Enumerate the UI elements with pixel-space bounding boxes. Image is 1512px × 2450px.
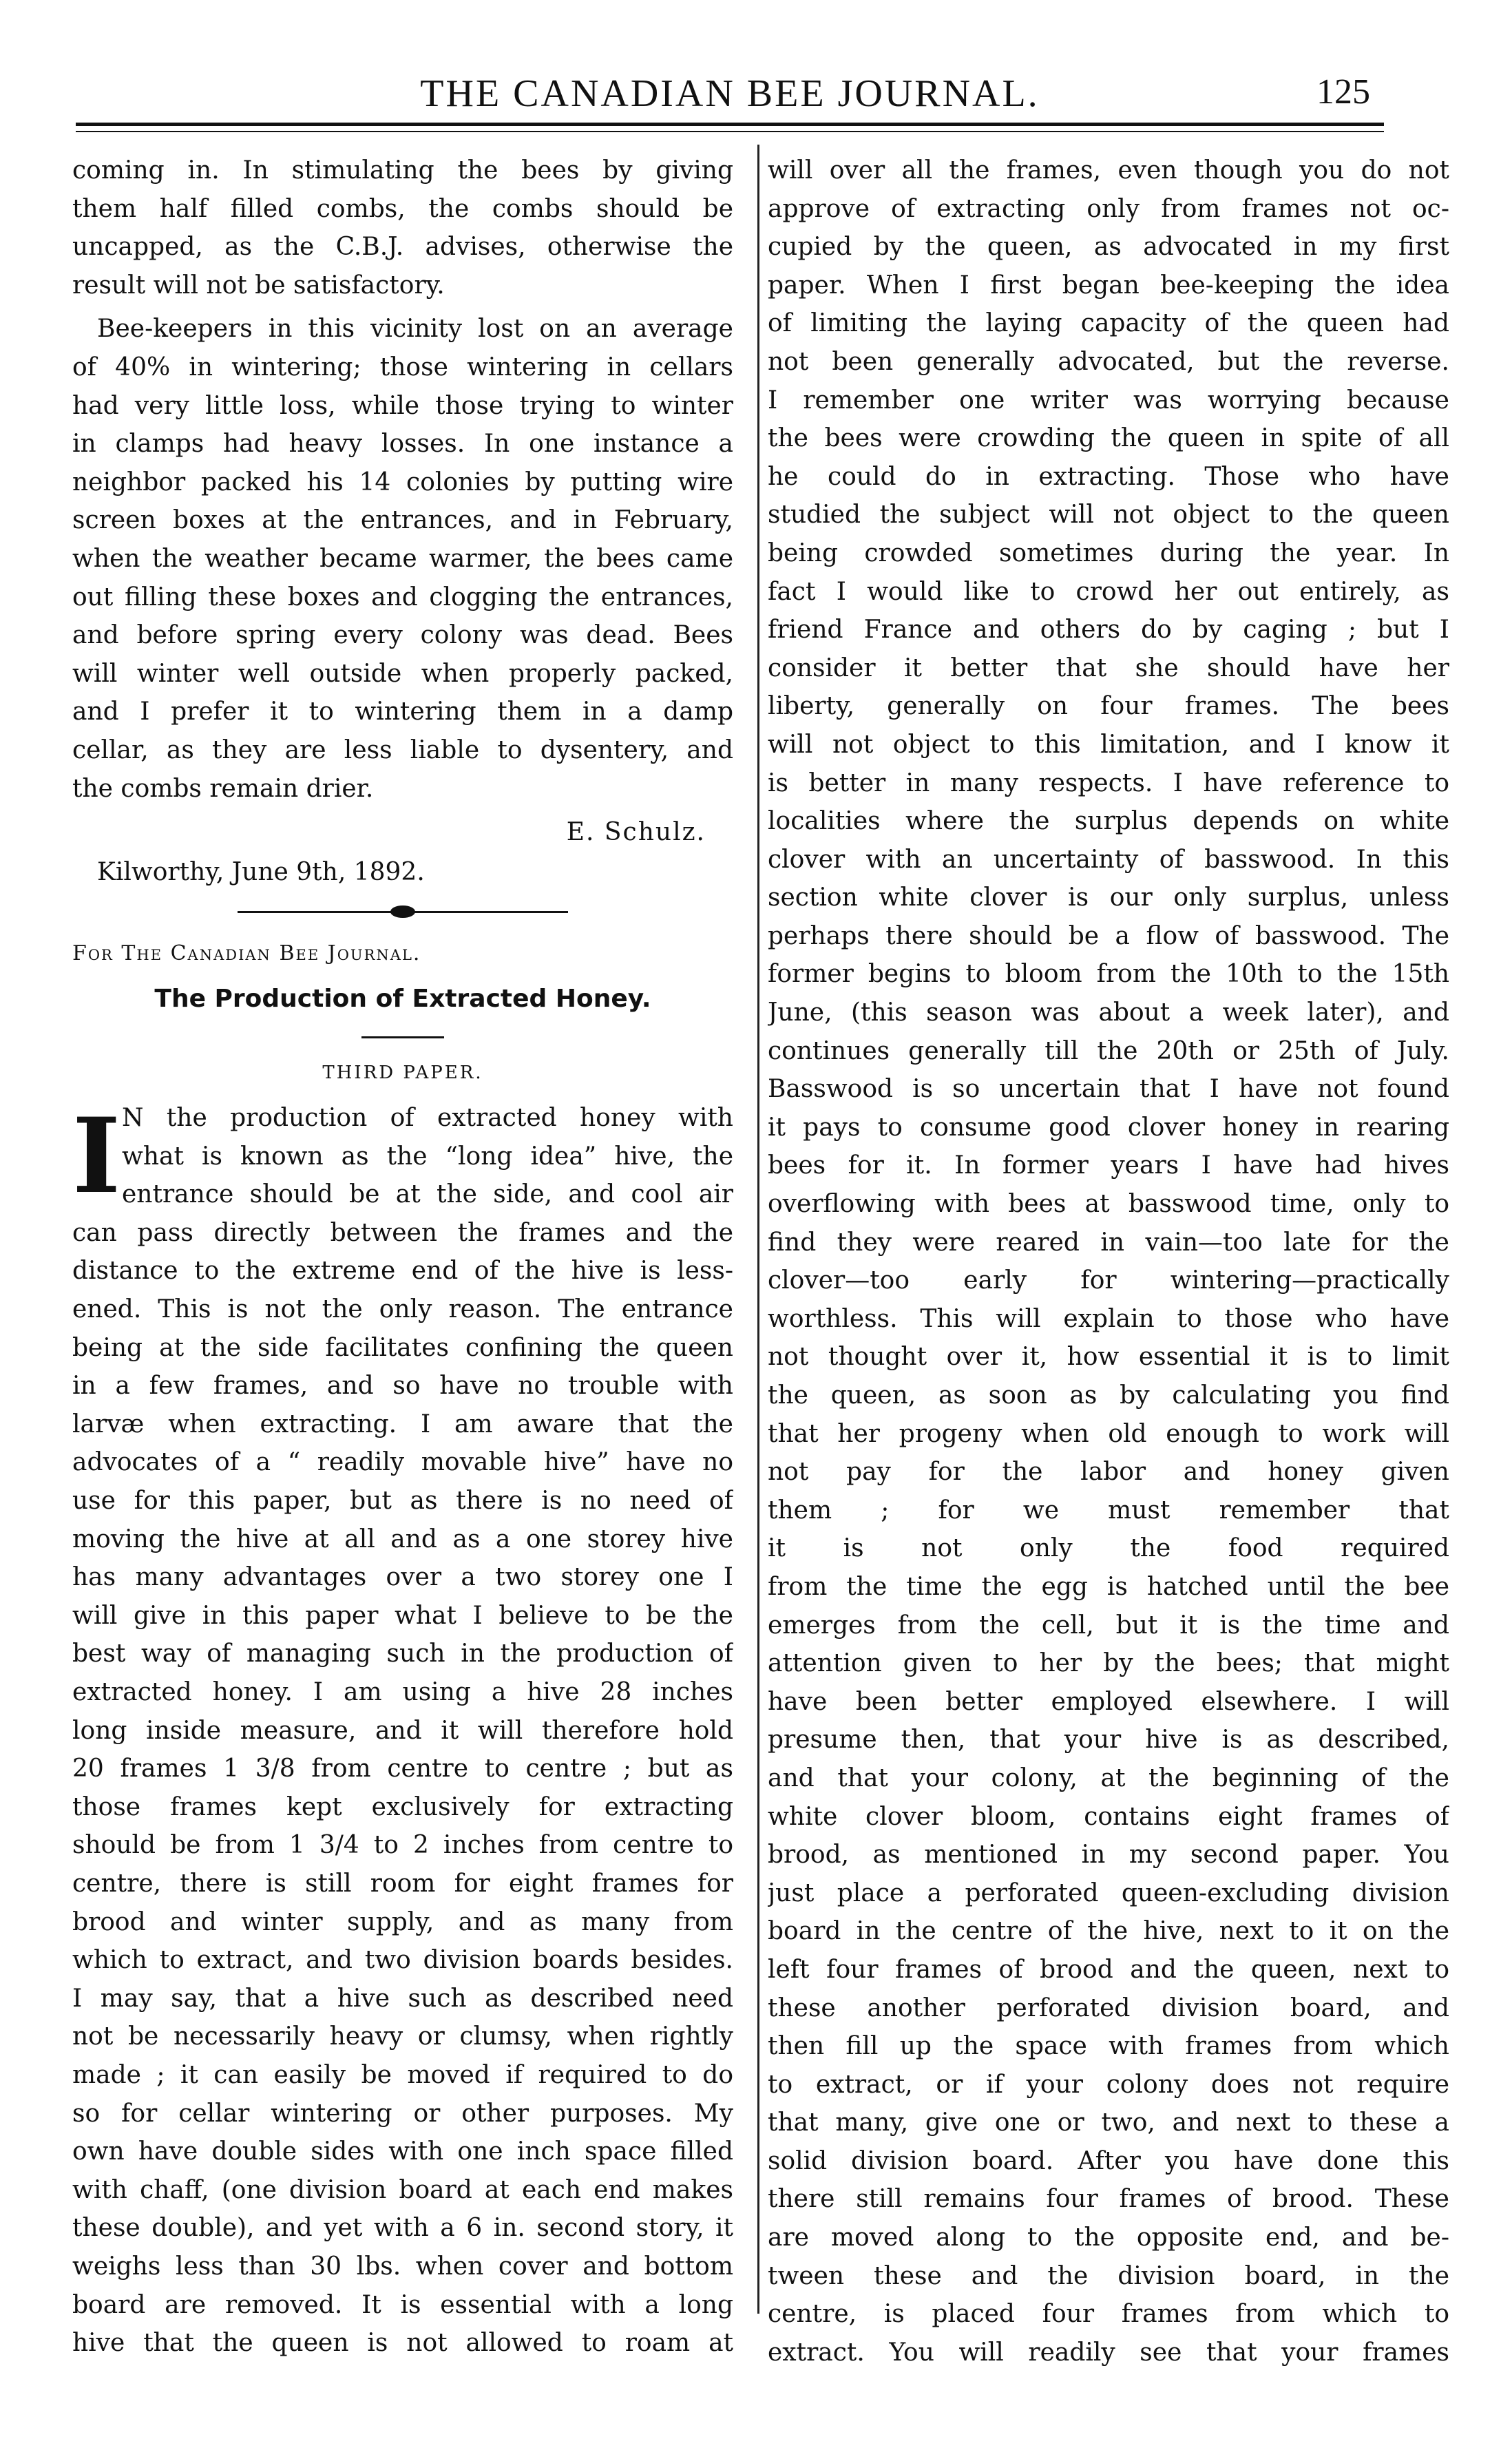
column-divider xyxy=(757,145,759,2314)
dateline: Kilworthy, June 9th, 1892. xyxy=(97,858,425,887)
text-line: I remember one writer was worrying because xyxy=(768,386,1449,415)
text-line: what is known as the “long idea” hive, the xyxy=(122,1142,733,1171)
text-line: not be necessarily heavy or clumsy, when rightly xyxy=(72,2022,733,2051)
journal-title: THE CANADIAN BEE JOURNAL. xyxy=(420,72,1040,115)
article-title: The Production of Extracted Honey. xyxy=(154,985,651,1014)
text-line: from the time the egg is hatched until the bee xyxy=(768,1572,1449,1601)
text-line: just place a perforated queen-excluding division xyxy=(768,1878,1449,1907)
text-line: hive that the queen is not allowed to roam at xyxy=(72,2329,733,2358)
text-line: friend France and others do by caging ; but I xyxy=(768,616,1449,645)
text-line: which to extract, and two division boards besides. xyxy=(72,1946,733,1975)
text-line: studied the subject will not object to the queen xyxy=(768,501,1449,530)
text-line: perhaps there should be a flow of basswood. The xyxy=(768,921,1449,950)
text-line: approve of extracting only from frames not oc- xyxy=(768,194,1449,223)
text-line: section white clover is our only surplus, unless xyxy=(768,883,1449,912)
text-line: best way of managing such in the production of xyxy=(72,1640,733,1668)
article-body-left xyxy=(72,1214,733,2363)
text-line: should be from 1 3/4 to 2 inches from centre to xyxy=(72,1831,733,1860)
text-line: will winter well outside when properly packed, xyxy=(72,659,733,688)
text-line: in clamps had heavy losses. In one instance a xyxy=(72,430,733,459)
text-line: will give in this paper what I believe to be the xyxy=(72,1601,733,1630)
text-line: are moved along to the opposite end, and be- xyxy=(768,2223,1449,2252)
right-column xyxy=(768,151,1449,2372)
text-line: clover with an uncertainty of basswood. In this xyxy=(768,845,1449,874)
text-line: continues generally till the 20th or 25th of July. xyxy=(768,1036,1449,1065)
text-line: localities where the surplus depends on white xyxy=(768,807,1449,836)
text-line: when the weather became warmer, the bees came xyxy=(72,544,733,573)
text-line: of limiting the laying capacity of the queen had xyxy=(768,309,1449,338)
text-line: left four frames of brood and the queen, next to xyxy=(768,1955,1449,1984)
header-rule-thin xyxy=(76,131,1384,132)
text-line: had very little loss, while those trying to winter xyxy=(72,391,733,420)
text-line: the queen, as soon as by calculating you find xyxy=(768,1381,1449,1410)
text-line: and I prefer it to wintering them in a damp xyxy=(72,698,733,726)
text-line: Bee-keepers in this vicinity lost on an average xyxy=(97,315,733,344)
text-line: liberty, generally on four frames. The bees xyxy=(768,692,1449,721)
text-line: there still remains four frames of brood. These xyxy=(768,2185,1449,2214)
text-line: emerges from the cell, but it is the time and xyxy=(768,1611,1449,1640)
text-line: the bees were crowding the queen in spite of all xyxy=(768,424,1449,453)
text-line: weighs less than 30 lbs. when cover and bottom xyxy=(72,2252,733,2281)
text-line: have been better employed elsewhere. I will xyxy=(768,1687,1449,1716)
text-line: them ; for we must remember that xyxy=(768,1496,1449,1525)
text-line: Basswood is so uncertain that I have not found xyxy=(768,1075,1449,1104)
text-line: will over all the frames, even though you do not xyxy=(768,156,1449,185)
text-line: so for cellar wintering or other purposes. My xyxy=(72,2099,733,2128)
byline: For The Canadian Bee Journal. xyxy=(72,941,421,966)
text-line: white clover bloom, contains eight frames of xyxy=(768,1802,1449,1831)
text-line: entrance should be at the side, and cool air xyxy=(122,1180,733,1209)
text-line: moving the hive at all and as a one storey hive xyxy=(72,1525,733,1553)
text-line: clover—too early for wintering—practically xyxy=(768,1266,1449,1295)
text-line: overflowing with bees at basswood time, only to xyxy=(768,1190,1449,1219)
text-line: find they were reared in vain—too late for the xyxy=(768,1228,1449,1257)
text-line: he could do in extracting. Those who have xyxy=(768,462,1449,491)
title-rule xyxy=(361,1036,444,1038)
page-number: 125 xyxy=(1316,72,1370,112)
left-column xyxy=(72,151,733,2363)
subheading: THIRD PAPER. xyxy=(322,1062,483,1084)
intro-paragraph xyxy=(72,151,733,304)
text-line: bees for it. In former years I have had hives xyxy=(768,1151,1449,1180)
article-opening xyxy=(72,1096,733,1217)
wintering-paragraph xyxy=(72,310,733,808)
text-line: has many advantages over a two storey one I xyxy=(72,1563,733,1592)
text-line: brood and winter supply, and as many from xyxy=(72,1907,733,1936)
text-line: tween these and the division board, in the xyxy=(768,2261,1449,2290)
text-line: use for this paper, but as there is no need of xyxy=(72,1487,733,1516)
text-line: advocates of a “ readily movable hive” have no xyxy=(72,1448,733,1477)
text-line: can pass directly between the frames and the xyxy=(72,1218,733,1247)
text-line: solid division board. After you have done this xyxy=(768,2146,1449,2175)
text-line: ened. This is not the only reason. The entrance xyxy=(72,1295,733,1324)
text-line: with chaff, (one division board at each end makes xyxy=(72,2175,733,2204)
text-line: result will not be satisfactory. xyxy=(72,271,445,300)
text-line: extract. You will readily see that your frames xyxy=(768,2338,1449,2367)
text-line: consider it better that she should have her xyxy=(768,653,1449,682)
text-line: to extract, or if your colony does not require xyxy=(768,2070,1449,2099)
text-line: fact I would like to crowd her out entirely, as xyxy=(768,577,1449,606)
text-line: of 40% in wintering; those wintering in cellars xyxy=(72,353,733,381)
text-line: cellar, as they are less liable to dysentery, and xyxy=(72,735,733,764)
author-signature: E. Schulz. xyxy=(566,818,706,847)
text-line: them half filled combs, the combs should be xyxy=(72,194,733,223)
text-line: that many, give one or two, and next to these a xyxy=(768,2108,1449,2137)
text-line: board are removed. It is essential with a long xyxy=(72,2290,733,2319)
text-line: uncapped, as the C.B.J. advises, otherwise the xyxy=(72,233,733,262)
text-line: June, (this season was about a week later), and xyxy=(768,998,1449,1027)
text-line: out filling these boxes and clogging the entrances, xyxy=(72,583,733,611)
text-line: presume then, that your hive is as described, xyxy=(768,1726,1449,1755)
text-line: these double), and yet with a 6 in. second story, it xyxy=(72,2214,733,2243)
drop-cap: I xyxy=(72,1096,121,1217)
text-line: not been generally advocated, but the reverse. xyxy=(768,347,1449,376)
text-line: neighbor packed his 14 colonies by putting wire xyxy=(72,468,733,496)
text-line: it pays to consume good clover honey in rearing xyxy=(768,1113,1449,1142)
section-ornament xyxy=(72,892,733,933)
text-line: being at the side facilitates confining the queen xyxy=(72,1333,733,1362)
ornament-flourish xyxy=(390,905,415,918)
text-line: larvæ when extracting. I am aware that the xyxy=(72,1410,733,1438)
text-line: these another perforated division board, and xyxy=(768,1993,1449,2022)
text-line: being crowded sometimes during the year. In xyxy=(768,538,1449,567)
text-line: distance to the extreme end of the hive is less- xyxy=(72,1257,733,1286)
text-line: not thought over it, how essential it is to limit xyxy=(768,1343,1449,1372)
text-line: brood, as mentioned in my second paper. You xyxy=(768,1841,1449,1870)
page-header xyxy=(83,66,1377,121)
text-line: centre, is placed four frames from which to xyxy=(768,2300,1449,2329)
text-line: then fill up the space with frames from which xyxy=(768,2032,1449,2061)
text-line: I may say, that a hive such as described need xyxy=(72,1984,733,2013)
text-line: that her progeny when old enough to work will xyxy=(768,1419,1449,1448)
text-line: those frames kept exclusively for extracting xyxy=(72,1792,733,1821)
text-line: and that your colony, at the beginning of the xyxy=(768,1763,1449,1792)
text-line: board in the centre of the hive, next to it on the xyxy=(768,1917,1449,1946)
text-line: in a few frames, and so have no trouble with xyxy=(72,1372,733,1401)
text-line: long inside measure, and it will therefore hold xyxy=(72,1716,733,1745)
text-line: centre, there is still room for eight frames for xyxy=(72,1869,733,1898)
text-line: paper. When I first began bee-keeping the idea xyxy=(768,271,1449,300)
text-line: N the production of extracted honey with xyxy=(122,1104,733,1133)
text-line: is better in many respects. I have reference to xyxy=(768,768,1449,797)
text-line: attention given to her by the bees; that might xyxy=(768,1649,1449,1678)
text-line: cupied by the queen, as advocated in my first xyxy=(768,233,1449,262)
text-line: worthless. This will explain to those who have xyxy=(768,1304,1449,1333)
header-rule-thick xyxy=(76,123,1384,126)
text-line: coming in. In stimulating the bees by giving xyxy=(72,156,733,185)
text-line: screen boxes at the entrances, and in February, xyxy=(72,506,733,535)
text-line: own have double sides with one inch space filled xyxy=(72,2137,733,2166)
text-line: extracted honey. I am using a hive 28 inches xyxy=(72,1678,733,1706)
text-line: made ; it can easily be moved if required to do xyxy=(72,2060,733,2089)
text-line: will not object to this limitation, and I know it xyxy=(768,730,1449,759)
text-line: former begins to bloom from the 10th to the 15th xyxy=(768,960,1449,989)
text-line: 20 frames 1 3/8 from centre to centre ; but as xyxy=(72,1755,733,1783)
text-line: it is not only the food required xyxy=(768,1534,1449,1563)
text-line: the combs remain drier. xyxy=(72,774,374,803)
text-line: not pay for the labor and honey given xyxy=(768,1458,1449,1487)
text-line: and before spring every colony was dead. Bees xyxy=(72,621,733,650)
